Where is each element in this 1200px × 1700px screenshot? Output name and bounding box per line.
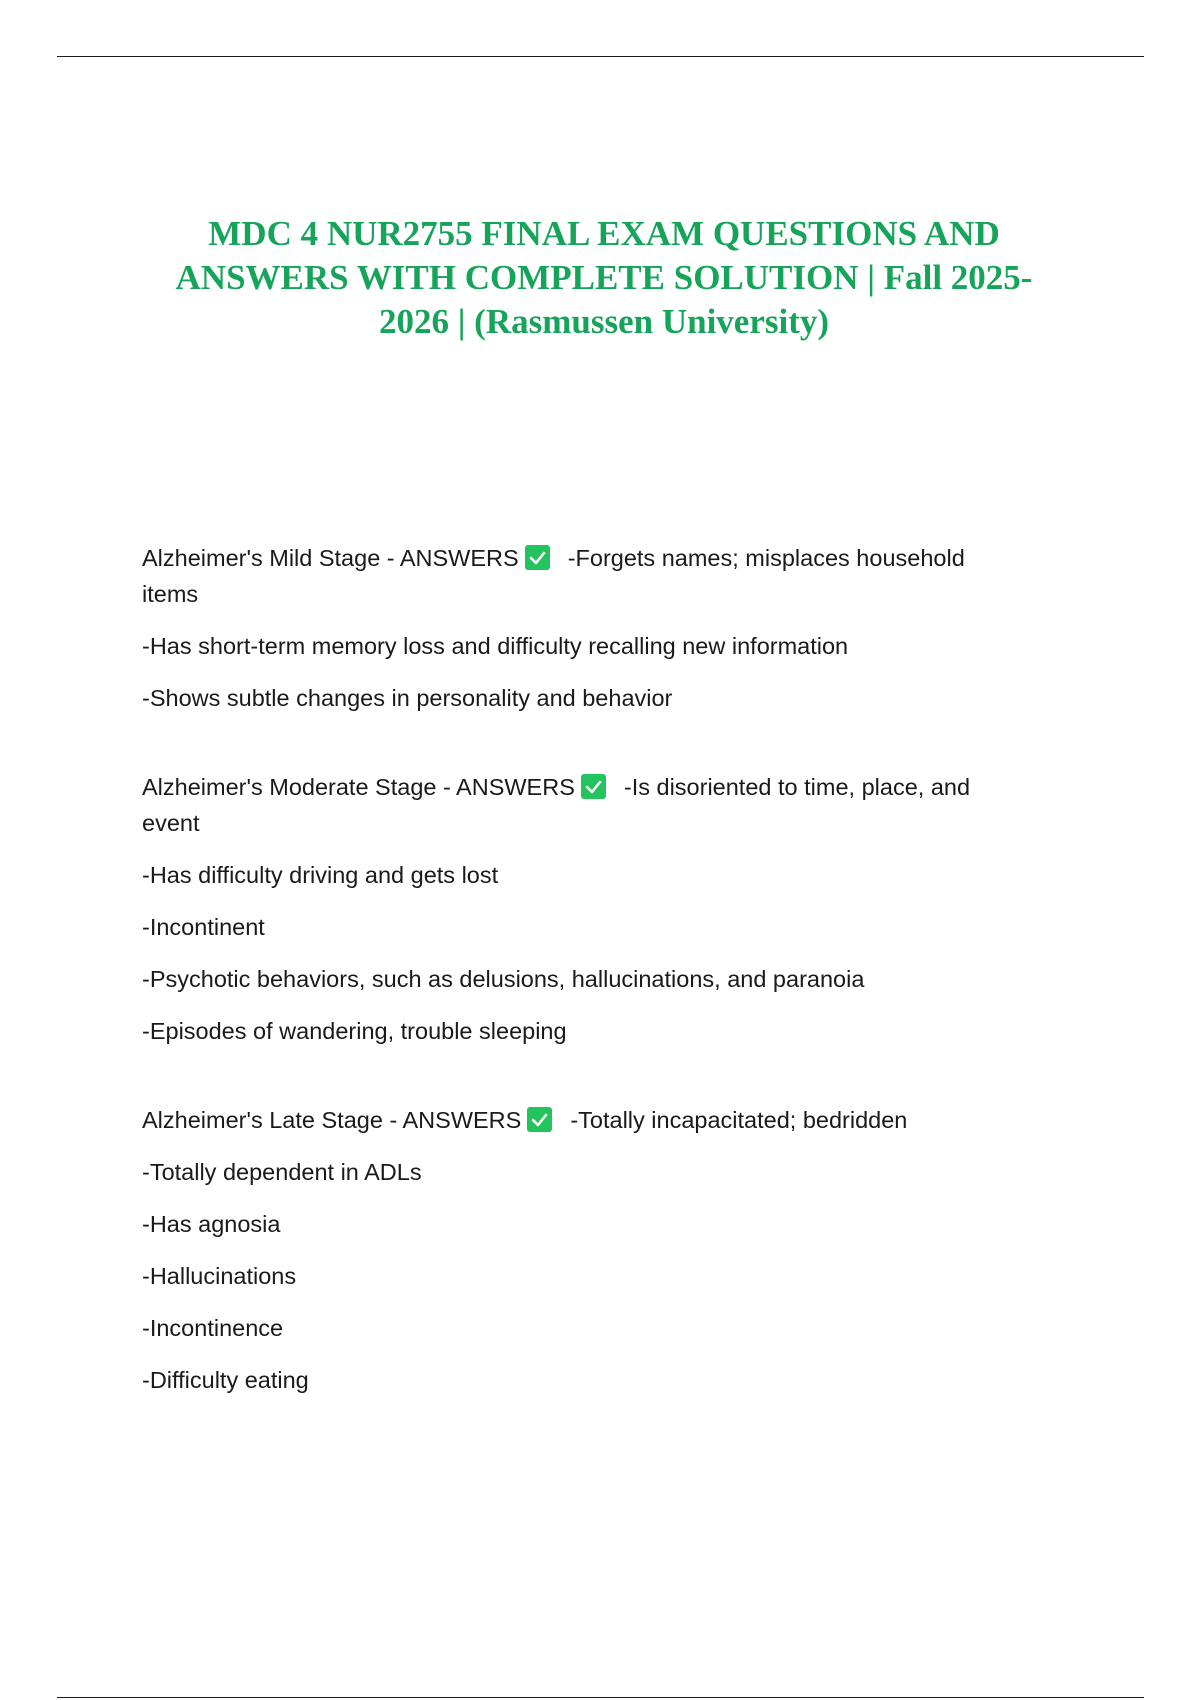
- document-title: [120, 212, 1088, 344]
- checkmark-icon: [525, 545, 550, 570]
- question-line: [142, 769, 1042, 805]
- answer-text: -Forgets names; misplaces household: [567, 545, 965, 571]
- answer-line: -Shows subtle changes in personality and behavior: [142, 685, 673, 711]
- question-text: Alzheimer's Late Stage - ANSWERS: [142, 1107, 522, 1133]
- answer-text: -Is disoriented to time, place, and: [623, 774, 971, 800]
- answer-line: -Has difficulty driving and gets lost: [142, 862, 499, 888]
- answer-line: -Difficulty eating: [142, 1367, 309, 1393]
- answer-wrap: event: [142, 810, 200, 836]
- question-text: Alzheimer's Mild Stage - ANSWERS: [142, 545, 519, 571]
- top-rule: [57, 56, 1144, 57]
- question-line: [142, 540, 1042, 576]
- answer-text: -Totally incapacitated; bedridden: [570, 1107, 908, 1133]
- bottom-rule: [57, 1697, 1144, 1698]
- answer-line: -Totally dependent in ADLs: [142, 1159, 422, 1185]
- question-text: Alzheimer's Moderate Stage - ANSWERS: [142, 774, 575, 800]
- question-line: [142, 1102, 1042, 1138]
- answer-line: -Has short-term memory loss and difficulty recalling new information: [142, 633, 849, 659]
- answer-line: -Has agnosia: [142, 1211, 281, 1237]
- checkmark-icon: [527, 1107, 552, 1132]
- qa-item: [142, 540, 1042, 716]
- answer-line: -Incontinence: [142, 1315, 284, 1341]
- checkmark-icon: [581, 774, 606, 799]
- qa-item: [142, 1102, 1042, 1398]
- title-line: 2026 | (Rasmussen University): [378, 302, 830, 341]
- answer-wrap: items: [142, 581, 199, 607]
- answer-line: -Hallucinations: [142, 1263, 297, 1289]
- qa-content: [142, 540, 1042, 1398]
- answer-line: -Episodes of wandering, trouble sleeping: [142, 1018, 567, 1044]
- title-line: ANSWERS WITH COMPLETE SOLUTION | Fall 2025-: [175, 258, 1033, 297]
- title-line: MDC 4 NUR2755 FINAL EXAM QUESTIONS AND: [208, 214, 1000, 253]
- answer-line: -Psychotic behaviors, such as delusions, hallucinations, and paranoia: [142, 966, 865, 992]
- qa-item: [142, 769, 1042, 1049]
- answer-line: -Incontinent: [142, 914, 265, 940]
